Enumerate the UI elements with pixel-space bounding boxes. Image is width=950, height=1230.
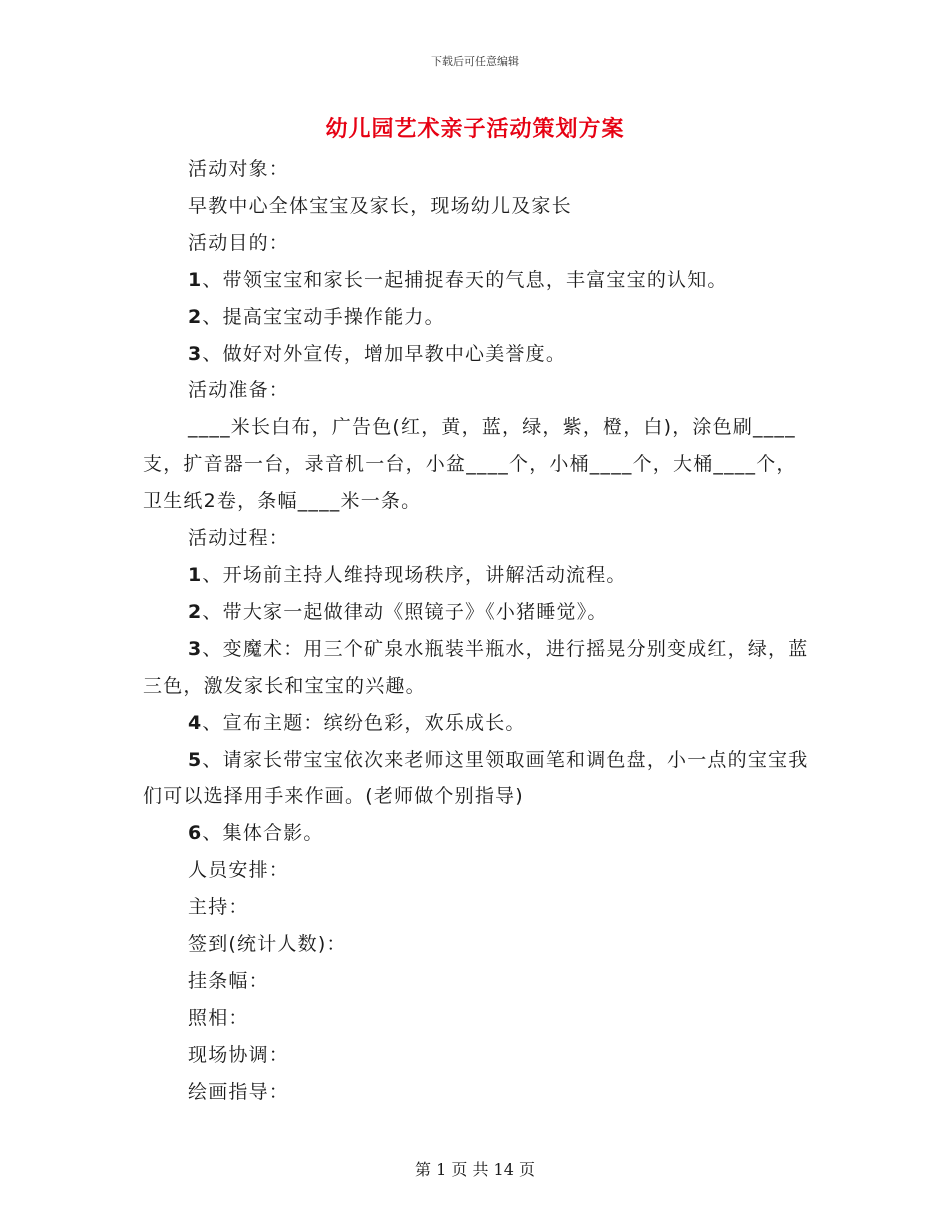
document-title: 幼儿园艺术亲子活动策划方案 xyxy=(325,117,625,142)
item-text: 、带大家一起做律动《照镜子》《小猪睡觉》。 xyxy=(202,600,608,623)
item-number: 2 xyxy=(188,600,203,623)
staff-role-host: 主持： xyxy=(188,896,249,919)
section-heading-staffing: 人员安排： xyxy=(188,859,290,882)
purpose-item-1 xyxy=(143,262,815,299)
item-number: 5 xyxy=(188,748,203,771)
staff-role-banner: 挂条幅： xyxy=(188,969,269,992)
header-note: 下载后可任意编辑 xyxy=(431,55,519,68)
item-text: 、做好对外宣传，增加早教中心美誉度。 xyxy=(202,342,567,365)
item-text: 、带领宝宝和家长一起捕捉春天的气息，丰富宝宝的认知。 xyxy=(202,268,728,291)
process-item-4 xyxy=(143,705,815,742)
purpose-item-2 xyxy=(143,299,815,336)
item-number: 1 xyxy=(188,563,203,586)
item-number: 4 xyxy=(188,711,203,734)
item-number: 3 xyxy=(188,342,203,365)
item-number: 2 xyxy=(188,305,203,328)
staff-role-coordination: 现场协调： xyxy=(188,1043,290,1066)
item-number: 6 xyxy=(188,822,203,845)
paragraph-target-audience: 早教中心全体宝宝及家长，现场幼儿及家长 xyxy=(188,194,572,217)
process-item-3 xyxy=(143,631,815,705)
section-heading-target: 活动对象： xyxy=(188,158,290,180)
document-body xyxy=(143,151,815,1111)
item-text: 、宣布主题：缤纷色彩，欢乐成长。 xyxy=(202,711,526,734)
staff-role-photography: 照相： xyxy=(188,1006,249,1029)
purpose-item-3 xyxy=(143,336,815,373)
process-item-5 xyxy=(143,742,815,816)
staff-role-signin: 签到(统计人数)： xyxy=(188,933,347,956)
item-number: 3 xyxy=(188,637,203,660)
item-text: 、变魔术：用三个矿泉水瓶装半瓶水，进行摇晃分别变成红，绿，蓝三色，激发家长和宝宝的兴趣。 xyxy=(143,637,809,697)
section-heading-purpose: 活动目的： xyxy=(188,231,290,254)
paragraph-materials: ____米长白布，广告色(红，黄，蓝，绿，紫，橙，白)，涂色刷____支，扩音器一台，录音机一台，小盆____个，小桶____个，大桶____个，卫生纸2卷，条幅____米一条。 xyxy=(143,416,797,513)
item-text: 、集体合影。 xyxy=(202,822,324,845)
process-item-1 xyxy=(143,557,815,594)
item-number: 1 xyxy=(188,268,203,291)
section-heading-process: 活动过程： xyxy=(188,527,290,550)
item-text: 、开场前主持人维持现场秩序，讲解活动流程。 xyxy=(202,563,627,586)
process-item-6 xyxy=(143,815,815,852)
section-heading-preparation: 活动准备： xyxy=(188,379,290,402)
item-text: 、请家长带宝宝依次来老师这里领取画笔和调色盘，小一点的宝宝我们可以选择用手来作画。(老师做个别指导) xyxy=(143,748,809,808)
item-text: 、提高宝宝动手操作能力。 xyxy=(202,305,445,328)
staff-role-painting-guide: 绘画指导： xyxy=(188,1080,290,1103)
process-item-2 xyxy=(143,594,815,631)
page-indicator: 第 1 页 共 14 页 xyxy=(415,1160,535,1179)
